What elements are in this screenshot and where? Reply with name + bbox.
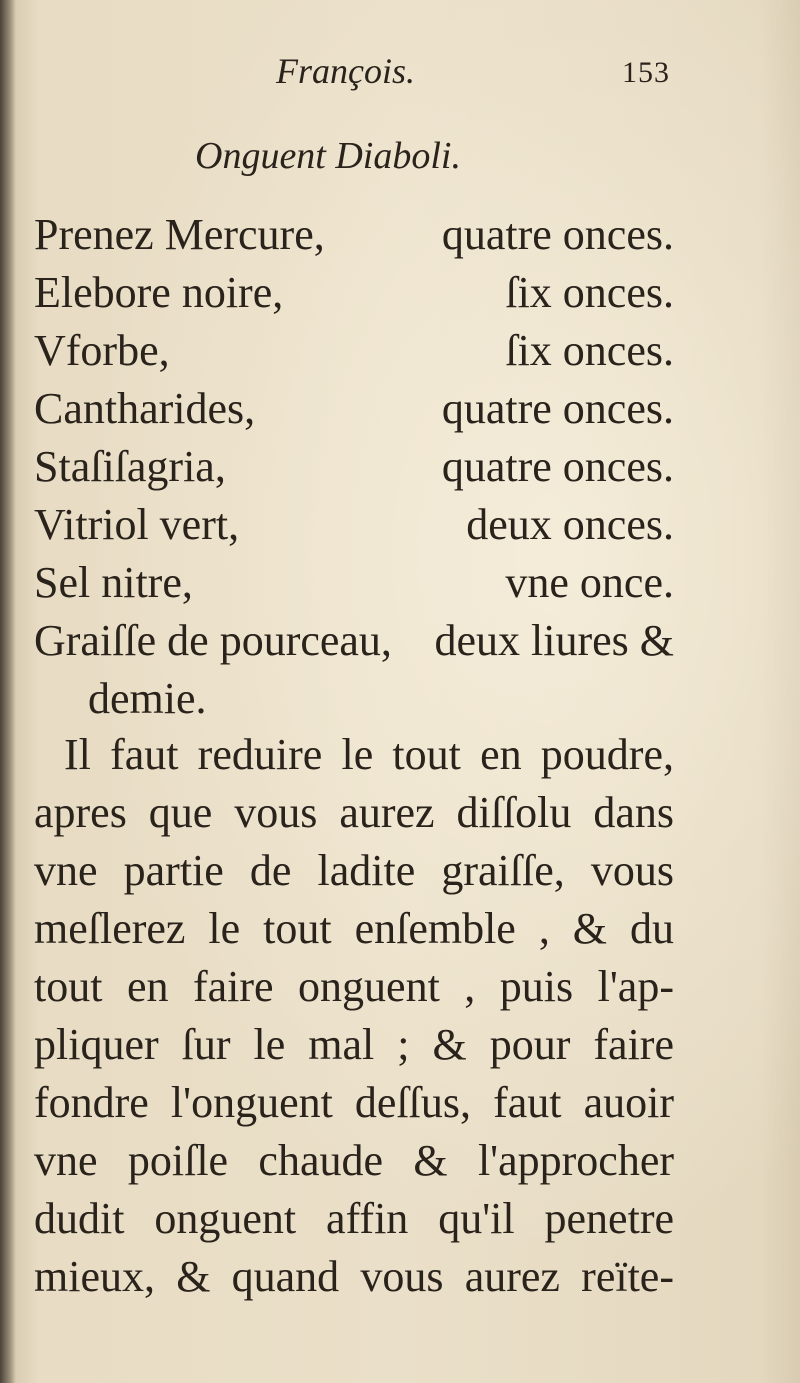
body-line: meſlerez le tout enſemble , & du [34, 904, 674, 953]
body-line: apres que vous aurez diſſolu dans [34, 788, 674, 837]
page-number: 153 [622, 56, 670, 89]
body-line: fondre l'onguent deſſus, faut auoir [34, 1078, 674, 1127]
body-line: Il faut reduire le tout en poudre, [64, 730, 674, 779]
recipe-line [34, 206, 674, 264]
ingredient: Graiſſe de pourceau, [34, 616, 392, 665]
quantity: ſix onces. [505, 326, 674, 375]
ingredient: Cantharides, [34, 384, 256, 433]
quantity: quatre onces. [441, 384, 674, 433]
ingredient: Vitriol vert, [34, 500, 240, 549]
body-line: vne poiſle chaude & l'approcher [34, 1136, 674, 1185]
body-line: pliquer ſur le mal ; & pour faire [34, 1020, 674, 1069]
recipe-line [34, 322, 674, 380]
body-line: vne partie de ladite graiſſe, vous [34, 846, 674, 895]
quantity: deux liures & [434, 616, 674, 665]
recipe-line [34, 380, 674, 438]
quantity: quatre onces. [441, 442, 674, 491]
running-title: François. [276, 51, 415, 91]
ingredient: Elebore noire, [34, 268, 284, 317]
recipe-line [34, 612, 674, 670]
body-line: tout en faire onguent , puis l'ap- [34, 962, 674, 1011]
quantity: deux onces. [466, 500, 674, 549]
recipe-line [34, 264, 674, 322]
ingredient: Vforbe, [34, 326, 170, 375]
body-line: mieux, & quand vous aurez reïte- [34, 1252, 674, 1301]
section-title: Onguent Diaboli. [195, 135, 461, 177]
recipe-continuation: demie. [88, 674, 207, 723]
quantity: ſix onces. [505, 268, 674, 317]
quantity: quatre onces. [441, 210, 674, 259]
recipe-line [34, 554, 674, 612]
quantity: vne once. [505, 558, 674, 607]
ingredient: Sel nitre, [34, 558, 193, 607]
recipe-line [34, 438, 674, 496]
body-line: dudit onguent affin qu'il penetre [34, 1194, 674, 1243]
ingredient: Staſiſagria, [34, 442, 226, 491]
recipe-line [34, 496, 674, 554]
ingredient: Prenez Mercure, [34, 210, 325, 259]
binding-gutter [0, 0, 16, 1383]
